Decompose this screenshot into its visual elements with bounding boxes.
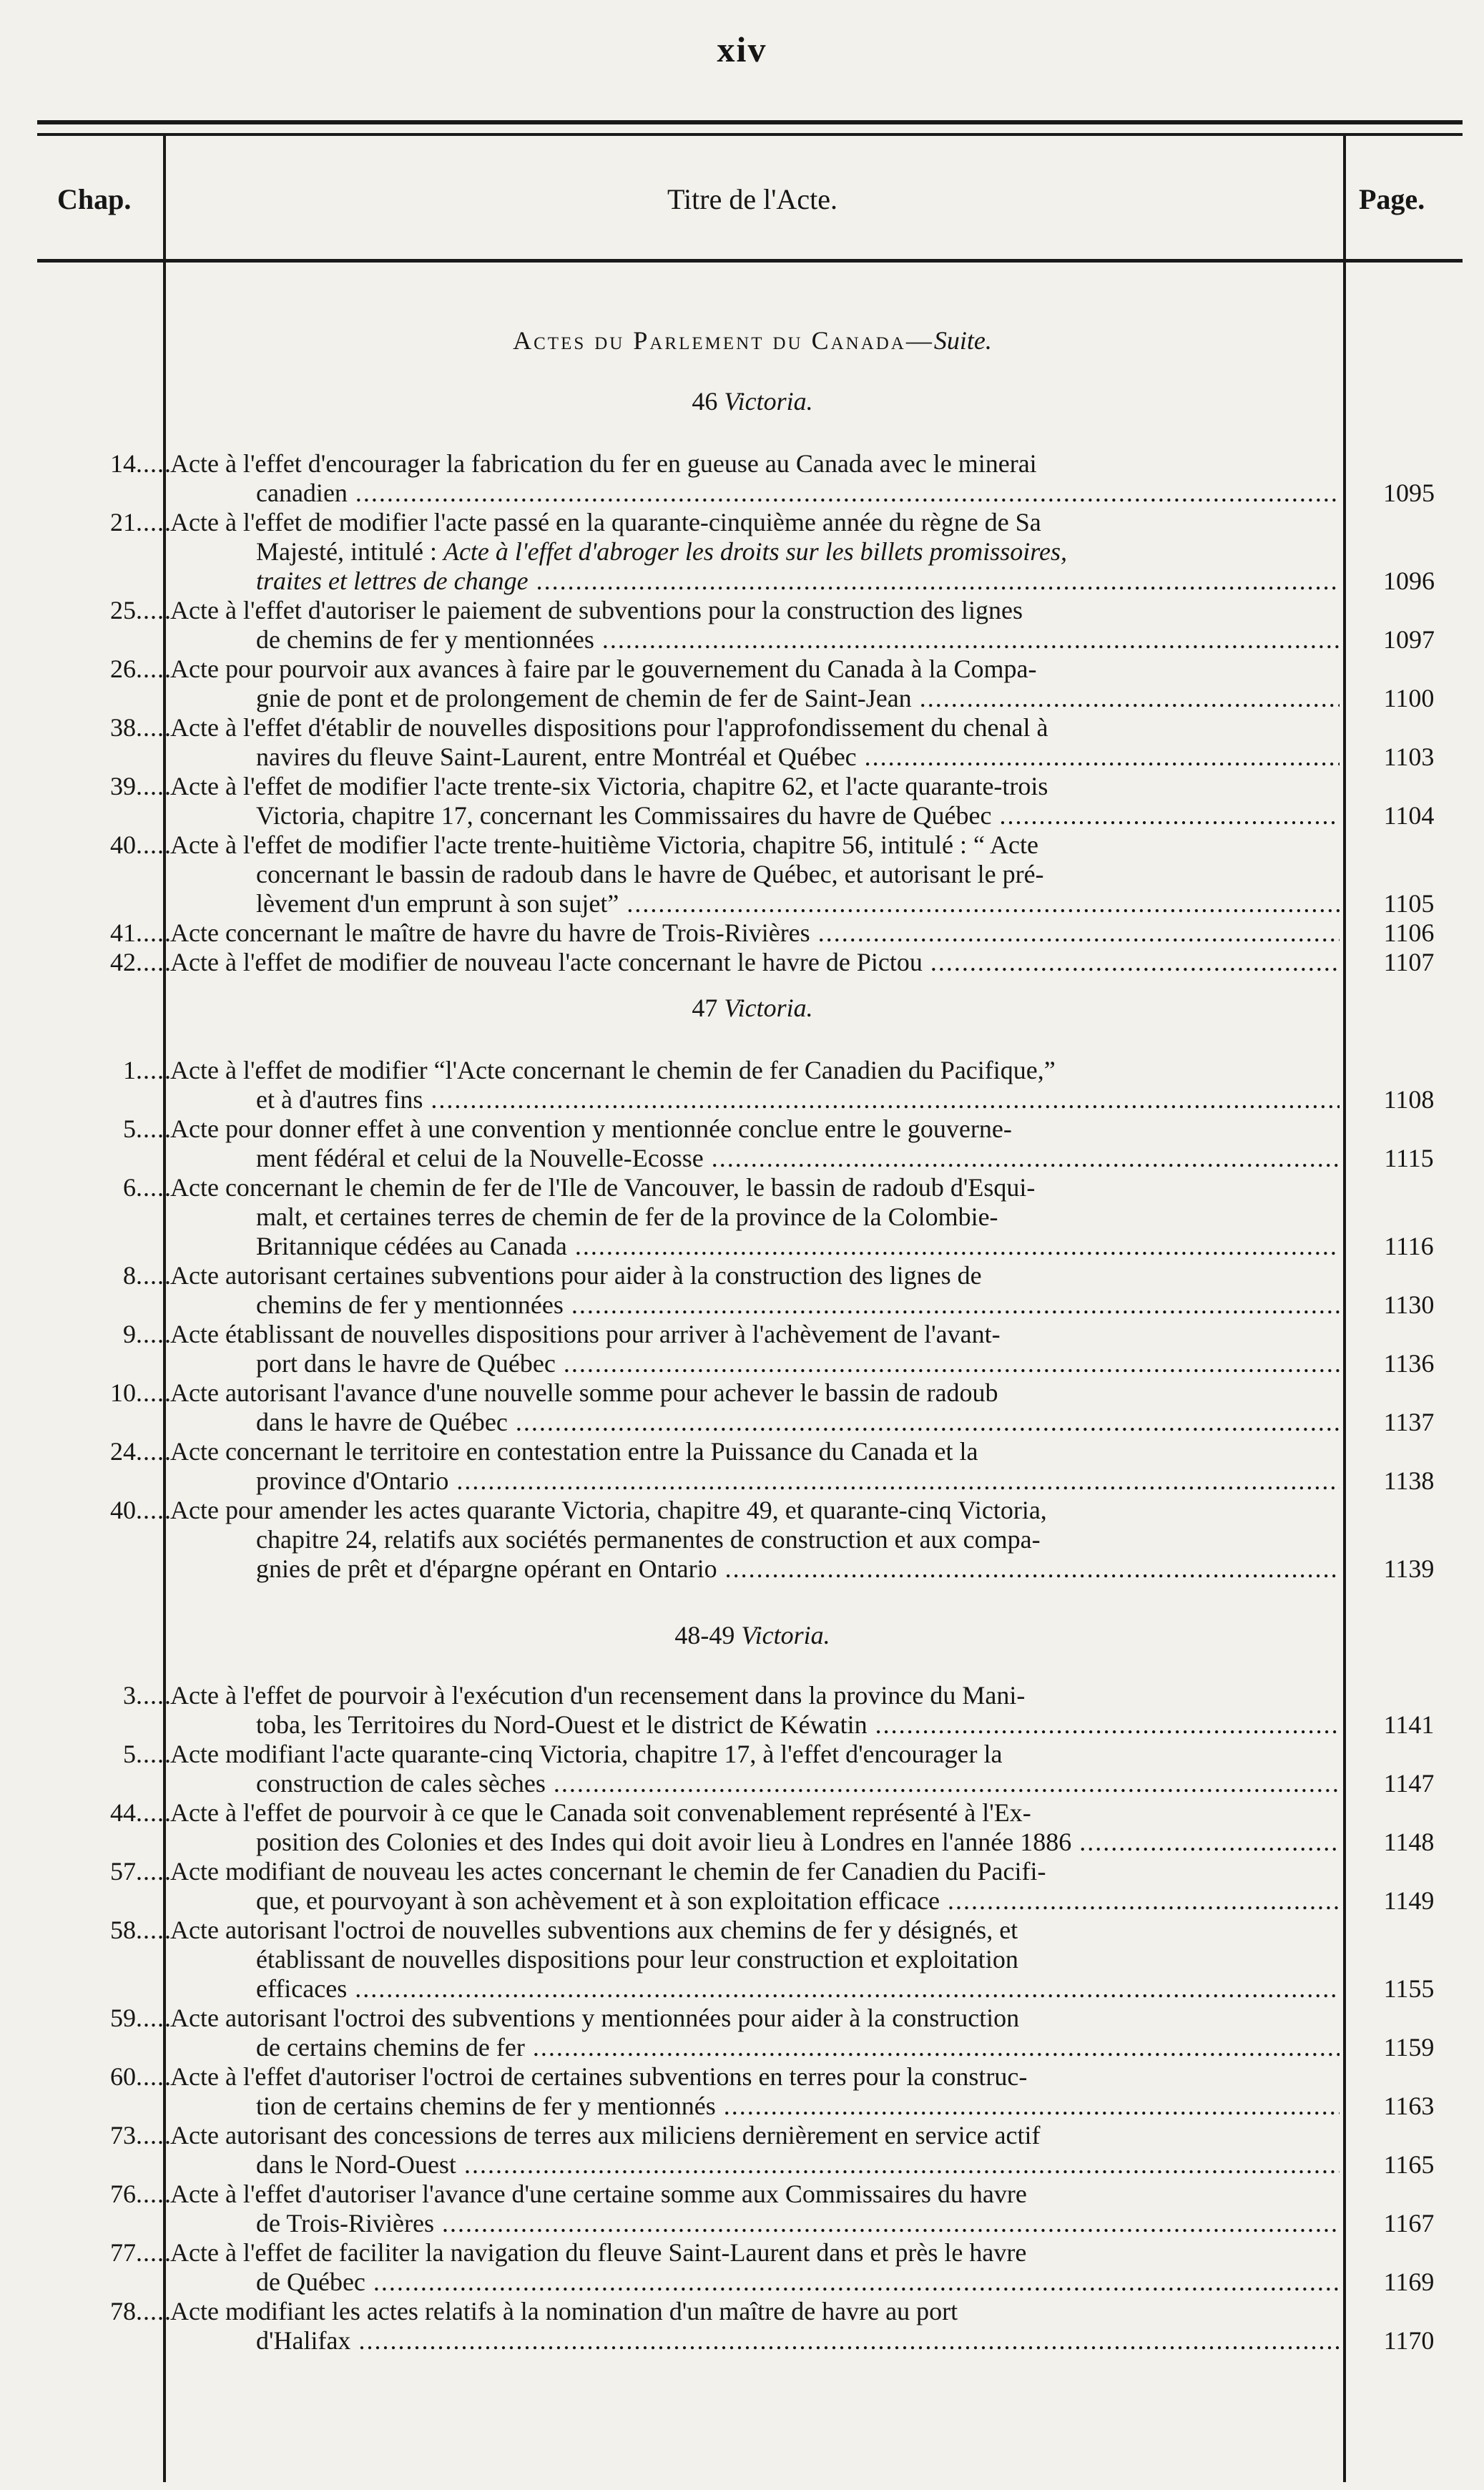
- chapter-number: 38 .....: [14, 713, 172, 742]
- act-title-line: Acte modifiant de nouveau les actes concernant le chemin de fer Canadien du Pacifi-: [170, 1857, 1046, 1886]
- act-title-line: canadien .....: [170, 479, 1340, 508]
- act-title: [170, 1173, 1340, 1261]
- act-title-line: Acte modifiant les actes relatifs à la nomination d'un maître de havre au port: [170, 2297, 958, 2325]
- column-divider-right: [1343, 136, 1346, 2482]
- act-title-line: Acte à l'effet d'autoriser l'avance d'une certaine somme aux Commissaires du havre: [170, 2180, 1027, 2208]
- act-title: [170, 772, 1340, 830]
- act-title: [170, 2180, 1340, 2238]
- chapter-number: 73 .....: [14, 2121, 172, 2150]
- page-reference: 1155: [1383, 1974, 1435, 2003]
- act-title-line: Acte établissant de nouvelles dispositions pour arriver à l'achèvement de l'avant-: [170, 1320, 1001, 1348]
- page-reference: 1139: [1383, 1554, 1435, 1583]
- act-title-line: Acte autorisant l'octroi des subventions y mentionnées pour aider à la construction: [170, 2004, 1020, 2032]
- act-title-line: Acte à l'effet de modifier de nouveau l'acte concernant le havre de Pictou .....: [170, 948, 1340, 977]
- act-title-line: Acte à l'effet d'autoriser l'octroi de certaines subventions en terres pour la construc-: [170, 2062, 1028, 2091]
- act-title-line: Acte à l'effet de pourvoir à l'exécution d'un recensement dans la province du Mani-: [170, 1681, 1026, 1710]
- act-title-line: Acte pour amender les actes quarante Victoria, chapitre 49, et quarante-cinq Victoria,: [170, 1496, 1047, 1524]
- chapter-number: 60 .....: [14, 2062, 172, 2092]
- page-reference: 1136: [1383, 1349, 1435, 1378]
- act-title: [170, 655, 1340, 713]
- chapter-number: 78 .....: [14, 2297, 172, 2326]
- act-title-line: efficaces .....: [170, 1974, 1340, 2004]
- chapter-number: 3 .....: [14, 1681, 172, 1710]
- act-title-line: construction de cales sèches .....: [170, 1769, 1340, 1798]
- act-title-line: navires du fleuve Saint-Laurent, entre Montréal et Québec .....: [170, 742, 1340, 772]
- act-title: [170, 1320, 1340, 1378]
- chapter-number: 10 .....: [14, 1378, 172, 1408]
- chapter-number: 1 .....: [14, 1056, 172, 1085]
- page-reference: 1141: [1383, 1710, 1435, 1739]
- year-heading: [166, 993, 1339, 1023]
- page-reference: 1103: [1383, 742, 1435, 771]
- page-reference: 1159: [1383, 2033, 1435, 2062]
- chapter-number: 42 .....: [14, 948, 172, 977]
- year-heading-number: 47: [692, 994, 724, 1022]
- chapter-number: 5 .....: [14, 1114, 172, 1144]
- page-reference: 1130: [1383, 1290, 1435, 1319]
- section-title: Actes du Parlement du Canada—Suite.: [513, 326, 992, 355]
- act-title-line: position des Colonies et des Indes qui doit avoir lieu à Londres en l'année 1886 .....: [170, 1828, 1340, 1857]
- chapter-number: 77 .....: [14, 2238, 172, 2268]
- act-title: [170, 1916, 1340, 2004]
- header-top-rule: [37, 120, 1463, 136]
- act-title-line: Acte autorisant l'avance d'une nouvelle somme pour achever le bassin de radoub: [170, 1378, 998, 1407]
- chapter-number: 76 .....: [14, 2180, 172, 2209]
- act-title: [170, 2238, 1340, 2297]
- act-title-line: tion de certains chemins de fer y mentionnés .....: [170, 2092, 1340, 2121]
- page-reference: 1108: [1383, 1085, 1435, 1114]
- act-title-line: Acte à l'effet de modifier “l'Acte concernant le chemin de fer Canadien du Pacifique,”: [170, 1056, 1056, 1084]
- act-title: [170, 948, 1340, 977]
- page-reference: 1096: [1383, 567, 1435, 595]
- act-title: [170, 449, 1340, 508]
- page-reference: 1147: [1383, 1769, 1435, 1798]
- act-title-line: Victoria, chapitre 17, concernant les Commissaires du havre de Québec .....: [170, 801, 1340, 830]
- act-title: [170, 1740, 1340, 1798]
- page-reference: 1167: [1383, 2209, 1435, 2237]
- act-title: [170, 1437, 1340, 1496]
- act-title-line: Majesté, intitulé : Acte à l'effet d'abroger les droits sur les billets promissoires,: [256, 537, 1067, 566]
- act-title: [170, 1261, 1340, 1320]
- chapter-number: 59 .....: [14, 2004, 172, 2033]
- act-title: [170, 2062, 1340, 2121]
- act-title-line: Acte à l'effet de faciliter la navigation du fleuve Saint-Laurent dans et près le havre: [170, 2238, 1027, 2267]
- page-reference: 1137: [1383, 1408, 1435, 1436]
- page-reference: 1097: [1383, 625, 1435, 654]
- act-title-line: chapitre 24, relatifs aux sociétés permanentes de construction et aux compa-: [256, 1525, 1041, 1554]
- act-title-line: province d'Ontario .....: [170, 1466, 1340, 1496]
- chapter-number: 40 .....: [14, 830, 172, 860]
- act-title-line: dans le havre de Québec .....: [170, 1408, 1340, 1437]
- act-title: [170, 830, 1340, 918]
- chapter-number: 21 .....: [14, 508, 172, 537]
- act-title-line: traites et lettres de change .....: [170, 567, 1340, 596]
- page-reference: 1149: [1383, 1886, 1435, 1915]
- page-reference: 1170: [1383, 2326, 1435, 2355]
- act-title: [170, 1857, 1340, 1916]
- page-reference: 1138: [1383, 1466, 1435, 1495]
- act-title-line: Acte modifiant l'acte quarante-cinq Victoria, chapitre 17, à l'effet d'encourager la: [170, 1740, 1003, 1768]
- page-reference: 1105: [1383, 889, 1435, 918]
- year-heading-label: Victoria.: [741, 1621, 830, 1650]
- page-reference: 1107: [1383, 948, 1435, 976]
- act-title-line: chemins de fer y mentionnées .....: [170, 1290, 1340, 1320]
- header-bottom-rule: [37, 259, 1463, 263]
- act-title-line: Britannique cédées au Canada .....: [170, 1232, 1340, 1261]
- act-title: [170, 1681, 1340, 1740]
- chapter-number: 57 .....: [14, 1857, 172, 1886]
- page-reference: 1163: [1383, 2092, 1435, 2120]
- act-title: [170, 2004, 1340, 2062]
- act-title-line: gnie de pont et de prolongement de chemin de fer de Saint-Jean .....: [170, 684, 1340, 713]
- act-title-line: toba, les Territoires du Nord-Ouest et le district de Kéwatin .....: [170, 1710, 1340, 1740]
- page-reference: 1095: [1383, 479, 1435, 507]
- chapter-number: 39 .....: [14, 772, 172, 801]
- year-heading-label: Victoria.: [724, 387, 813, 416]
- act-title-line: Acte à l'effet d'établir de nouvelles dispositions pour l'approfondissement du chenal à: [170, 713, 1048, 742]
- page-reference: 1169: [1383, 2268, 1435, 2296]
- year-heading: [166, 1620, 1339, 1650]
- act-title-line: Acte à l'effet de modifier l'acte trente-six Victoria, chapitre 62, et l'acte quarante-trois: [170, 772, 1048, 800]
- act-title-line: d'Halifax .....: [170, 2326, 1340, 2356]
- act-title-line: gnies de prêt et d'épargne opérant en Ontario .....: [170, 1554, 1340, 1584]
- act-title-line: Acte autorisant certaines subventions pour aider à la construction des lignes de: [170, 1261, 982, 1290]
- act-title-line: lèvement d'un emprunt à son sujet” .....: [170, 889, 1340, 918]
- chapter-number: 5 .....: [14, 1740, 172, 1769]
- act-title: [170, 918, 1340, 948]
- act-title-line: établissant de nouvelles dispositions pour leur construction et exploitation: [256, 1945, 1018, 1974]
- act-title-line: dans le Nord-Ouest .....: [170, 2150, 1340, 2180]
- act-title-line: Acte à l'effet d'encourager la fabrication du fer en gueuse au Canada avec le minerai: [170, 449, 1037, 478]
- act-title-line: Acte pour pourvoir aux avances à faire par le gouvernement du Canada à la Compa-: [170, 655, 1037, 683]
- act-title-line: concernant le bassin de radoub dans le havre de Québec, et autorisant le pré-: [256, 860, 1044, 888]
- page-reference: 1104: [1383, 801, 1435, 830]
- act-title-line: Acte à l'effet de modifier l'acte trente-huitième Victoria, chapitre 56, intitulé : “ Acte: [170, 830, 1038, 859]
- chapter-number: 44 .....: [14, 1798, 172, 1828]
- act-title: [170, 1378, 1340, 1437]
- act-title-line: de Trois-Rivières .....: [170, 2209, 1340, 2238]
- act-title-line: et à d'autres fins .....: [170, 1085, 1340, 1114]
- act-title-line: Acte à l'effet d'autoriser le paiement de subventions pour la construction des lignes: [170, 596, 1023, 624]
- act-title: [170, 2121, 1340, 2180]
- act-title: [170, 2297, 1340, 2356]
- chapter-number: 41 .....: [14, 918, 172, 948]
- act-title-line: que, et pourvoyant à son achèvement et à son exploitation efficace .....: [170, 1886, 1340, 1916]
- page-reference: 1148: [1383, 1828, 1435, 1856]
- page-reference: 1116: [1384, 1232, 1434, 1260]
- act-title-line: de Québec .....: [170, 2268, 1340, 2297]
- act-title: [170, 713, 1340, 772]
- page-reference: 1100: [1383, 684, 1435, 712]
- act-title-italic: Acte à l'effet d'abroger les droits sur les billets promissoires,: [443, 537, 1067, 566]
- chapter-number: 24 .....: [14, 1437, 172, 1466]
- page-number: xiv: [717, 29, 767, 69]
- page-reference: 1106: [1383, 918, 1435, 947]
- act-title-line: ment fédéral et celui de la Nouvelle-Ecosse .....: [170, 1144, 1340, 1173]
- year-heading-label: Victoria.: [724, 994, 813, 1022]
- act-title: [170, 1496, 1340, 1584]
- year-heading-number: 46: [692, 387, 724, 416]
- act-title-line: Acte concernant le chemin de fer de l'Ile de Vancouver, le bassin de radoub d'Esqui-: [170, 1173, 1036, 1202]
- act-title: [170, 508, 1340, 596]
- act-title-line: Acte autorisant l'octroi de nouvelles subventions aux chemins de fer y désignés, et: [170, 1916, 1018, 1944]
- act-title: [170, 596, 1340, 655]
- chapter-number: 26 .....: [14, 655, 172, 684]
- chapter-number: 9 .....: [14, 1320, 172, 1349]
- column-header-page: Page.: [1359, 183, 1425, 215]
- act-title: [170, 1114, 1340, 1173]
- chapter-number: 8 .....: [14, 1261, 172, 1290]
- page-reference: 1165: [1383, 2150, 1435, 2179]
- act-title-line: de chemins de fer y mentionnées .....: [170, 625, 1340, 655]
- column-header-chap: Chap.: [57, 183, 132, 215]
- act-title-line: Acte pour donner effet à une convention y mentionnée conclue entre le gouverne-: [170, 1114, 1012, 1143]
- act-title-line: de certains chemins de fer .....: [170, 2033, 1340, 2062]
- act-title: [170, 1798, 1340, 1857]
- year-heading-number: 48-49: [674, 1621, 742, 1650]
- chapter-number: 25 .....: [14, 596, 172, 625]
- act-title-line: Acte autorisant des concessions de terres aux miliciens dernièrement en service actif: [170, 2121, 1041, 2150]
- act-title: [170, 1056, 1340, 1114]
- page-reference: 1115: [1384, 1144, 1434, 1172]
- chapter-number: 6 .....: [14, 1173, 172, 1202]
- chapter-number: 58 .....: [14, 1916, 172, 1945]
- act-title-line: Acte à l'effet de modifier l'acte passé en la quarante-cinquième année du règne de Sa: [170, 508, 1041, 536]
- act-title-line: Acte concernant le territoire en contestation entre la Puissance du Canada et la: [170, 1437, 978, 1466]
- act-title-line: Acte à l'effet de pourvoir à ce que le Canada soit convenablement représenté à l'Ex-: [170, 1798, 1031, 1827]
- year-heading: [166, 386, 1339, 416]
- act-title-line: port dans le havre de Québec .....: [170, 1349, 1340, 1378]
- chapter-number: 40 .....: [14, 1496, 172, 1525]
- act-title-line: malt, et certaines terres de chemin de fer de la province de la Colombie-: [256, 1202, 998, 1231]
- chapter-number: 14 .....: [14, 449, 172, 479]
- column-header-title: Titre de l'Acte.: [667, 183, 837, 215]
- act-title-line: Acte concernant le maître de havre du havre de Trois-Rivières .....: [170, 918, 1340, 948]
